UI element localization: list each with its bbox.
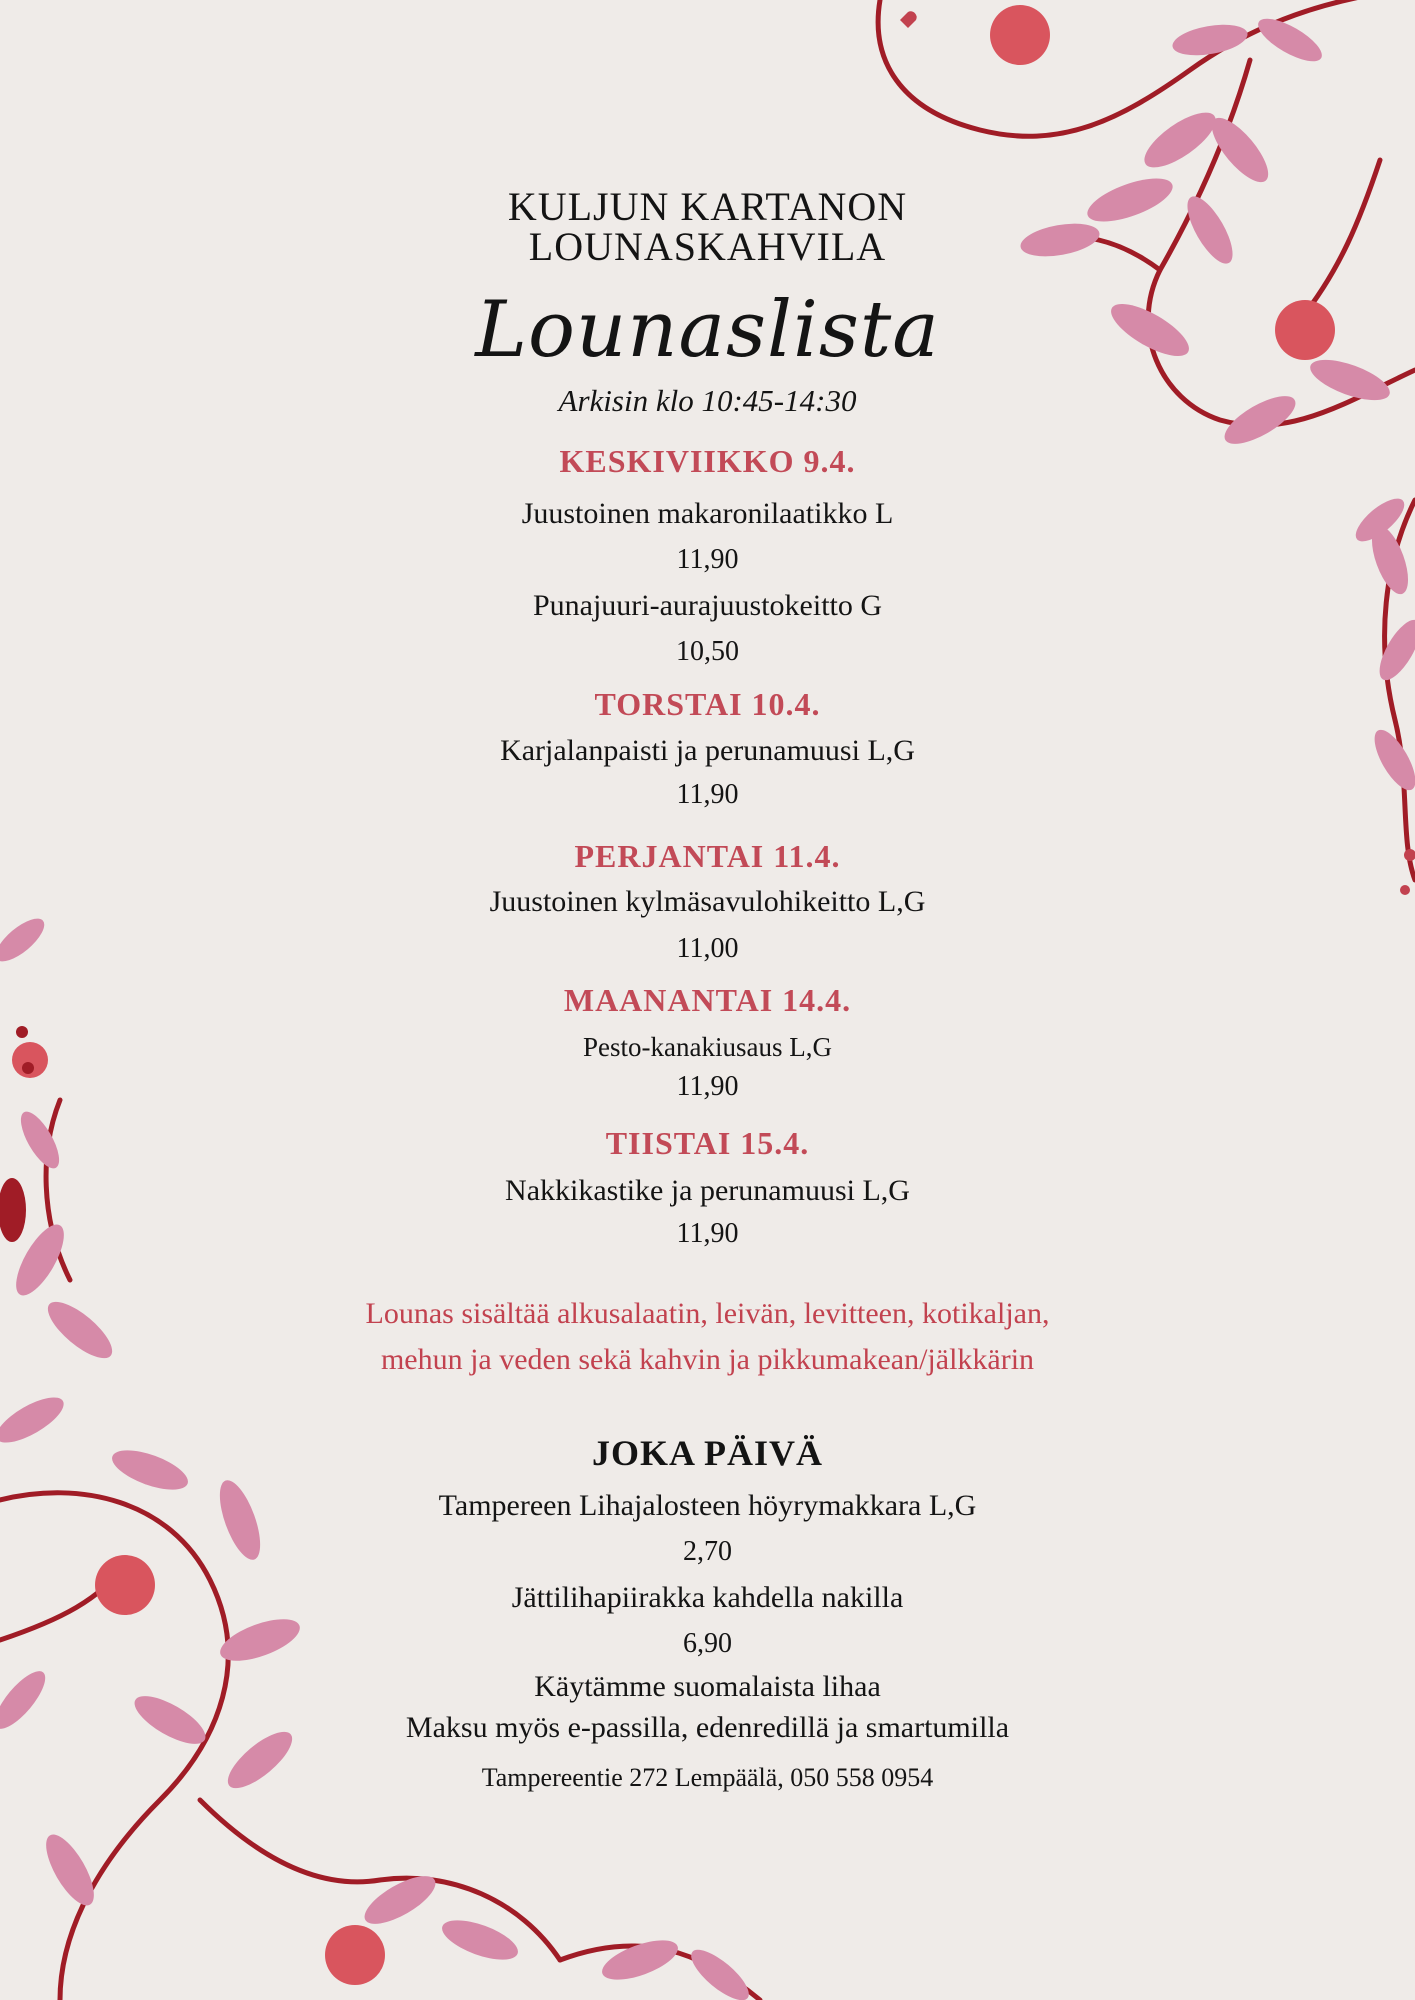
opening-hours: Arkisin klo 10:45-14:30 (558, 383, 857, 418)
day-heading-tuesday: TIISTAI 15.4. (605, 1125, 810, 1161)
dish-price: 11,90 (676, 544, 739, 575)
dish-name: Punajuuri-aurajuustokeitto G (532, 589, 883, 622)
restaurant-name-line1: KULJUN KARTANON (507, 184, 908, 229)
dish-price: 11,00 (676, 933, 739, 964)
restaurant-name-line2: LOUNASKAHVILA (528, 224, 887, 269)
every-day-item-name: Jättilihapiirakka kahdella nakilla (511, 1581, 904, 1614)
dish-name: Nakkikastike ja perunamuusi L,G (505, 1174, 910, 1207)
includes-note-line2: mehun ja veden sekä kahvin ja pikkumakean/jälkkärin (380, 1343, 1035, 1376)
dish-name: Juustoinen kylmäsavulohikeitto L,G (489, 885, 926, 918)
payment-note: Maksu myös e-passilla, edenredillä ja smartumilla (405, 1711, 1010, 1744)
menu-script-title: Lounaslista (475, 285, 940, 375)
dish-price: 11,90 (676, 779, 739, 810)
day-heading-thursday: TORSTAI 10.4. (594, 686, 821, 722)
day-heading-monday: MAANANTAI 14.4. (563, 982, 852, 1018)
dish-price: 10,50 (676, 636, 739, 667)
every-day-item-price: 2,70 (683, 1536, 732, 1567)
dish-name: Juustoinen makaronilaatikko L (521, 497, 894, 530)
dish-price: 11,90 (676, 1218, 739, 1249)
every-day-heading: JOKA PÄIVÄ (591, 1433, 823, 1473)
dish-name: Karjalanpaisti ja perunamuusi L,G (500, 734, 915, 767)
dish-price: 11,90 (676, 1071, 739, 1102)
includes-note-line1: Lounas sisältää alkusalaatin, leivän, levitteen, kotikaljan, (365, 1297, 1050, 1330)
every-day-item-price: 6,90 (683, 1628, 732, 1659)
meat-origin-note: Käytämme suomalaista lihaa (534, 1670, 881, 1703)
day-heading-wednesday: KESKIVIIKKO 9.4. (559, 443, 856, 479)
address-phone: Tampereentie 272 Lempäälä, 050 558 0954 (481, 1763, 934, 1792)
every-day-item-name: Tampereen Lihajalosteen höyrymakkara L,G (438, 1489, 977, 1522)
dish-name: Pesto-kanakiusaus L,G (583, 1032, 832, 1062)
day-heading-friday: PERJANTAI 11.4. (574, 838, 841, 874)
